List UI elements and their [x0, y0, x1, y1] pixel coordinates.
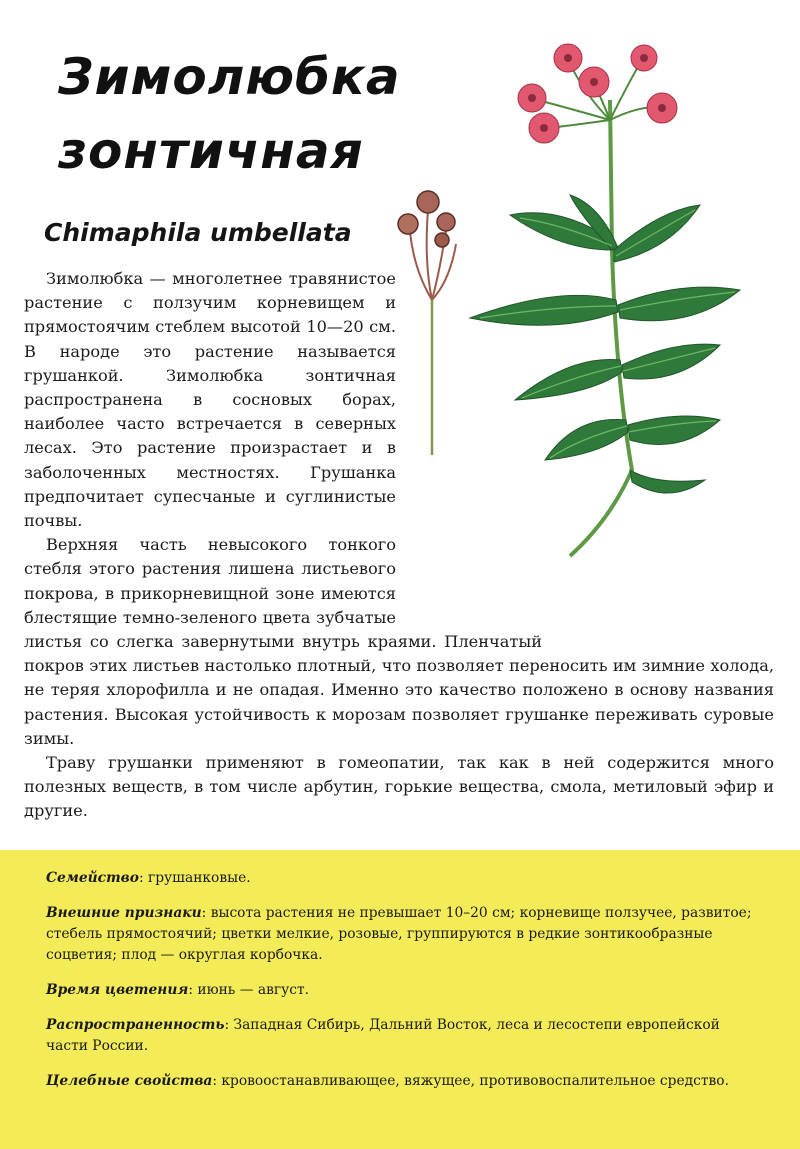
info-flowering-label: Время цветения	[46, 982, 189, 998]
page-title	[58, 40, 458, 188]
info-flowering-value: : июнь — август.	[188, 982, 309, 998]
info-features	[46, 903, 764, 966]
info-panel	[0, 850, 800, 1149]
paragraph-1: Зимолюбка — многолетнее травянистое растение с ползучим корневищем и прямостоячим стеблем высотой 10—20 см. В народе это растение называется грушанкой. Зимолюбка зонтичная распространена в сосновых борах, наиболее часто встречается в северных лесах. Это растение произрастает и в заболоченных местностях. Грушанка предпочитает супесчаные и суглинистые почвы.	[24, 269, 396, 531]
info-distribution	[46, 1015, 764, 1057]
latin-name: Chimaphila umbellata	[44, 218, 352, 247]
info-healing	[46, 1071, 764, 1092]
info-flowering	[46, 980, 764, 1001]
info-healing-label: Целебные свойства	[46, 1073, 213, 1089]
info-features-label: Внешние признаки	[46, 905, 202, 921]
info-family	[46, 868, 764, 889]
description-text	[24, 267, 774, 824]
title-line-2: зонтичная	[58, 122, 364, 180]
info-family-value: : грушанковые.	[138, 870, 251, 886]
info-distribution-value: : Западная Сибирь, Дальний Восток, леса и лесостепи европейской части России.	[46, 1017, 720, 1054]
paragraph-3: Траву грушанки применяют в гомеопатии, так как в ней содержится много полезных веществ, в том числе арбутин, горькие вещества, смола, метиловый эфир и другие.	[24, 753, 774, 821]
info-features-value: : высота растения не превышает 10–20 см; корневище ползучее, развитое; стебель прямостоячий; цветки мелкие, розовые, группируются в редкие зонтикообразные соцветия; плод — округлая корбочка.	[46, 905, 752, 963]
info-family-label: Семейство	[46, 870, 139, 886]
info-distribution-label: Распространенность	[46, 1017, 225, 1033]
paragraph-2: Верхняя часть невысокого тонкого стебля этого растения лишена листьевого покрова, в прикорневищной зоне имеются блестящие темно-зеленого цвета зубчатые листья со слегка завернутыми внутрь краями. Пленчатый покров этих листьев настолько плотный, что позволяет переносить им зимние холода, не теряя хлорофилла и не опадая. Именно это качество положено в основу названия растения. Высокая устойчивость к морозам позволяет грушанке переживать суровые зимы.	[24, 535, 774, 748]
info-healing-value: : кровоостанавливающее, вяжущее, противовоспалительное средство.	[212, 1073, 729, 1089]
title-line-1: Зимолюбка	[58, 48, 401, 106]
